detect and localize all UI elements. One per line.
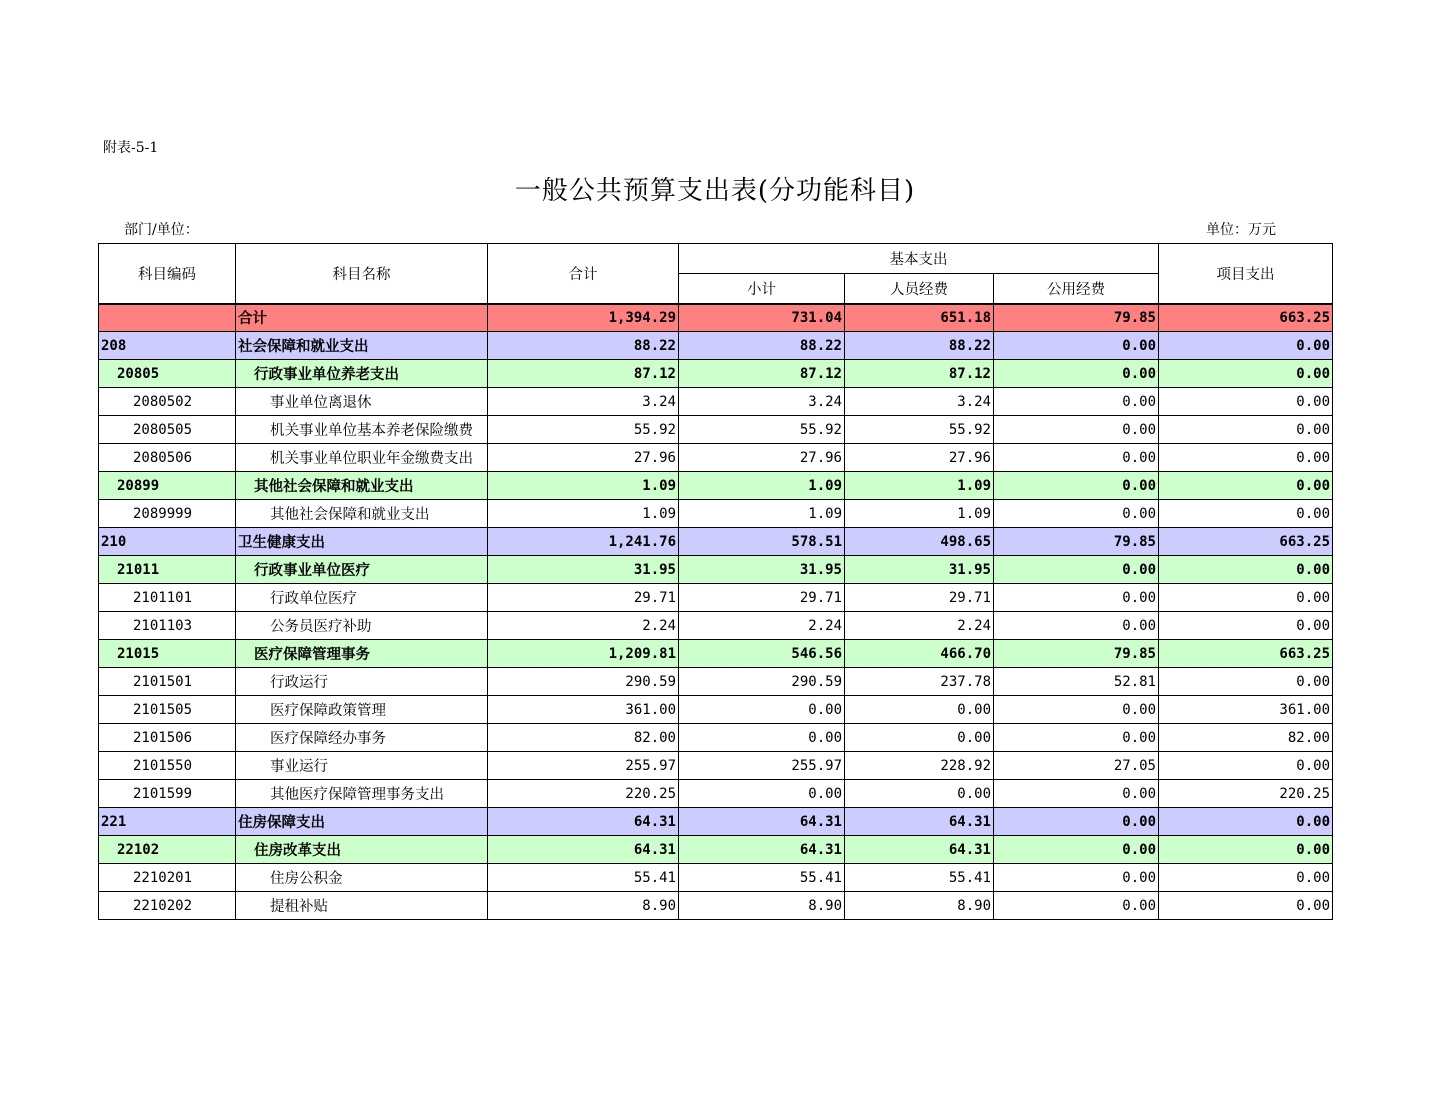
cell-subtotal: 55.92 xyxy=(679,416,845,444)
table-row xyxy=(99,500,1333,528)
cell-subtotal: 55.41 xyxy=(679,864,845,892)
cell-project: 0.00 xyxy=(1159,836,1333,864)
header-basic: 基本支出 xyxy=(679,244,1159,274)
cell-personnel: 87.12 xyxy=(845,360,994,388)
cell-project: 361.00 xyxy=(1159,696,1333,724)
cell-project: 663.25 xyxy=(1159,304,1333,332)
cell-subtotal: 255.97 xyxy=(679,752,845,780)
table-row xyxy=(99,640,1333,668)
cell-public: 0.00 xyxy=(994,892,1159,920)
budget-table xyxy=(98,243,1333,920)
cell-public: 0.00 xyxy=(994,584,1159,612)
table-row xyxy=(99,472,1333,500)
cell-public: 0.00 xyxy=(994,360,1159,388)
cell-subtotal: 731.04 xyxy=(679,304,845,332)
cell-personnel: 31.95 xyxy=(845,556,994,584)
cell-total: 220.25 xyxy=(488,780,679,808)
table-row xyxy=(99,556,1333,584)
cell-code: 2089999 xyxy=(99,500,236,528)
cell-total: 2.24 xyxy=(488,612,679,640)
cell-name: 医疗保障管理事务 xyxy=(236,640,488,668)
cell-project: 663.25 xyxy=(1159,528,1333,556)
cell-personnel: 0.00 xyxy=(845,780,994,808)
cell-total: 27.96 xyxy=(488,444,679,472)
cell-subtotal: 0.00 xyxy=(679,724,845,752)
table-row xyxy=(99,444,1333,472)
cell-public: 0.00 xyxy=(994,500,1159,528)
cell-personnel: 1.09 xyxy=(845,500,994,528)
cell-subtotal: 64.31 xyxy=(679,808,845,836)
header-name: 科目名称 xyxy=(236,244,488,304)
cell-project: 0.00 xyxy=(1159,444,1333,472)
cell-personnel: 8.90 xyxy=(845,892,994,920)
cell-name: 住房保障支出 xyxy=(236,808,488,836)
unit-label: 单位：万元 xyxy=(1206,222,1276,238)
cell-name: 事业运行 xyxy=(236,752,488,780)
cell-project: 0.00 xyxy=(1159,752,1333,780)
cell-subtotal: 0.00 xyxy=(679,780,845,808)
cell-name: 行政单位医疗 xyxy=(236,584,488,612)
cell-public: 0.00 xyxy=(994,864,1159,892)
cell-name: 其他社会保障和就业支出 xyxy=(236,472,488,500)
cell-project: 0.00 xyxy=(1159,472,1333,500)
cell-code: 2080506 xyxy=(99,444,236,472)
cell-code: 20899 xyxy=(99,472,236,500)
cell-total: 64.31 xyxy=(488,808,679,836)
cell-project: 0.00 xyxy=(1159,556,1333,584)
table-row xyxy=(99,612,1333,640)
cell-total: 1.09 xyxy=(488,500,679,528)
cell-code: 210 xyxy=(99,528,236,556)
cell-personnel: 0.00 xyxy=(845,696,994,724)
cell-public: 0.00 xyxy=(994,836,1159,864)
cell-total: 1,209.81 xyxy=(488,640,679,668)
table-row xyxy=(99,836,1333,864)
cell-name: 医疗保障政策管理 xyxy=(236,696,488,724)
cell-name: 行政事业单位养老支出 xyxy=(236,360,488,388)
cell-subtotal: 88.22 xyxy=(679,332,845,360)
cell-personnel: 498.65 xyxy=(845,528,994,556)
attachment-label: 附表-5-1 xyxy=(103,140,159,156)
cell-name: 社会保障和就业支出 xyxy=(236,332,488,360)
cell-project: 220.25 xyxy=(1159,780,1333,808)
cell-project: 0.00 xyxy=(1159,500,1333,528)
table-row xyxy=(99,696,1333,724)
cell-project: 0.00 xyxy=(1159,360,1333,388)
cell-personnel: 2.24 xyxy=(845,612,994,640)
cell-project: 663.25 xyxy=(1159,640,1333,668)
cell-project: 0.00 xyxy=(1159,332,1333,360)
table-row xyxy=(99,780,1333,808)
table-row xyxy=(99,584,1333,612)
cell-name: 其他医疗保障管理事务支出 xyxy=(236,780,488,808)
cell-subtotal: 2.24 xyxy=(679,612,845,640)
cell-name: 合计 xyxy=(236,304,488,332)
cell-name: 其他社会保障和就业支出 xyxy=(236,500,488,528)
cell-total: 361.00 xyxy=(488,696,679,724)
cell-subtotal: 87.12 xyxy=(679,360,845,388)
cell-public: 79.85 xyxy=(994,640,1159,668)
cell-name: 事业单位离退休 xyxy=(236,388,488,416)
cell-total: 87.12 xyxy=(488,360,679,388)
cell-subtotal: 1.09 xyxy=(679,500,845,528)
cell-public: 79.85 xyxy=(994,304,1159,332)
cell-name: 行政事业单位医疗 xyxy=(236,556,488,584)
table-row xyxy=(99,668,1333,696)
cell-code: 2101101 xyxy=(99,584,236,612)
cell-total: 55.41 xyxy=(488,864,679,892)
table-row xyxy=(99,304,1333,332)
cell-total: 82.00 xyxy=(488,724,679,752)
cell-code: 2080505 xyxy=(99,416,236,444)
cell-public: 0.00 xyxy=(994,444,1159,472)
cell-subtotal: 546.56 xyxy=(679,640,845,668)
cell-name: 卫生健康支出 xyxy=(236,528,488,556)
cell-name: 机关事业单位基本养老保险缴费 xyxy=(236,416,488,444)
cell-total: 255.97 xyxy=(488,752,679,780)
cell-public: 0.00 xyxy=(994,696,1159,724)
cell-personnel: 1.09 xyxy=(845,472,994,500)
cell-personnel: 3.24 xyxy=(845,388,994,416)
cell-name: 行政运行 xyxy=(236,668,488,696)
cell-code: 20805 xyxy=(99,360,236,388)
cell-personnel: 88.22 xyxy=(845,332,994,360)
cell-project: 0.00 xyxy=(1159,864,1333,892)
cell-project: 0.00 xyxy=(1159,668,1333,696)
cell-total: 8.90 xyxy=(488,892,679,920)
cell-code: 21011 xyxy=(99,556,236,584)
cell-code: 2101506 xyxy=(99,724,236,752)
cell-personnel: 27.96 xyxy=(845,444,994,472)
cell-personnel: 64.31 xyxy=(845,808,994,836)
header-public: 公用经费 xyxy=(994,274,1159,304)
header-personnel: 人员经费 xyxy=(845,274,994,304)
cell-code: 2101550 xyxy=(99,752,236,780)
cell-total: 290.59 xyxy=(488,668,679,696)
cell-public: 79.85 xyxy=(994,528,1159,556)
cell-code xyxy=(99,304,236,332)
cell-name: 公务员医疗补助 xyxy=(236,612,488,640)
cell-code: 21015 xyxy=(99,640,236,668)
cell-public: 0.00 xyxy=(994,388,1159,416)
table-row xyxy=(99,808,1333,836)
cell-total: 1,241.76 xyxy=(488,528,679,556)
table-row xyxy=(99,752,1333,780)
cell-project: 82.00 xyxy=(1159,724,1333,752)
cell-code: 221 xyxy=(99,808,236,836)
table-row xyxy=(99,360,1333,388)
department-label: 部门/单位： xyxy=(124,222,199,238)
cell-project: 0.00 xyxy=(1159,892,1333,920)
header-total: 合计 xyxy=(488,244,679,304)
cell-public: 0.00 xyxy=(994,472,1159,500)
cell-name: 提租补贴 xyxy=(236,892,488,920)
header-project: 项目支出 xyxy=(1159,244,1333,304)
cell-code: 22102 xyxy=(99,836,236,864)
cell-personnel: 0.00 xyxy=(845,724,994,752)
cell-total: 64.31 xyxy=(488,836,679,864)
cell-code: 2210202 xyxy=(99,892,236,920)
cell-code: 2101599 xyxy=(99,780,236,808)
cell-personnel: 55.92 xyxy=(845,416,994,444)
cell-subtotal: 578.51 xyxy=(679,528,845,556)
cell-public: 0.00 xyxy=(994,416,1159,444)
cell-total: 3.24 xyxy=(488,388,679,416)
cell-code: 2101501 xyxy=(99,668,236,696)
cell-subtotal: 64.31 xyxy=(679,836,845,864)
cell-public: 0.00 xyxy=(994,556,1159,584)
cell-code: 2080502 xyxy=(99,388,236,416)
cell-total: 31.95 xyxy=(488,556,679,584)
table-row xyxy=(99,416,1333,444)
cell-total: 29.71 xyxy=(488,584,679,612)
cell-public: 0.00 xyxy=(994,612,1159,640)
table-row xyxy=(99,724,1333,752)
cell-code: 208 xyxy=(99,332,236,360)
cell-personnel: 237.78 xyxy=(845,668,994,696)
cell-name: 机关事业单位职业年金缴费支出 xyxy=(236,444,488,472)
cell-personnel: 29.71 xyxy=(845,584,994,612)
cell-public: 0.00 xyxy=(994,808,1159,836)
cell-personnel: 64.31 xyxy=(845,836,994,864)
cell-project: 0.00 xyxy=(1159,388,1333,416)
cell-code: 2101505 xyxy=(99,696,236,724)
cell-total: 88.22 xyxy=(488,332,679,360)
cell-project: 0.00 xyxy=(1159,808,1333,836)
header-code: 科目编码 xyxy=(99,244,236,304)
page-title: 一般公共预算支出表(分功能科目) xyxy=(514,176,916,206)
cell-subtotal: 31.95 xyxy=(679,556,845,584)
cell-subtotal: 0.00 xyxy=(679,696,845,724)
table-row xyxy=(99,892,1333,920)
cell-project: 0.00 xyxy=(1159,584,1333,612)
cell-subtotal: 29.71 xyxy=(679,584,845,612)
cell-code: 2101103 xyxy=(99,612,236,640)
table-row xyxy=(99,332,1333,360)
cell-subtotal: 1.09 xyxy=(679,472,845,500)
cell-personnel: 228.92 xyxy=(845,752,994,780)
cell-name: 住房改革支出 xyxy=(236,836,488,864)
cell-personnel: 651.18 xyxy=(845,304,994,332)
cell-public: 0.00 xyxy=(994,332,1159,360)
cell-subtotal: 290.59 xyxy=(679,668,845,696)
header-subtotal: 小计 xyxy=(679,274,845,304)
cell-personnel: 466.70 xyxy=(845,640,994,668)
cell-public: 52.81 xyxy=(994,668,1159,696)
table-body xyxy=(99,304,1333,920)
cell-public: 0.00 xyxy=(994,724,1159,752)
cell-total: 1,394.29 xyxy=(488,304,679,332)
cell-name: 住房公积金 xyxy=(236,864,488,892)
cell-name: 医疗保障经办事务 xyxy=(236,724,488,752)
cell-subtotal: 3.24 xyxy=(679,388,845,416)
cell-personnel: 55.41 xyxy=(845,864,994,892)
cell-subtotal: 8.90 xyxy=(679,892,845,920)
cell-total: 55.92 xyxy=(488,416,679,444)
cell-total: 1.09 xyxy=(488,472,679,500)
cell-subtotal: 27.96 xyxy=(679,444,845,472)
cell-project: 0.00 xyxy=(1159,416,1333,444)
cell-project: 0.00 xyxy=(1159,612,1333,640)
cell-public: 27.05 xyxy=(994,752,1159,780)
table-row xyxy=(99,388,1333,416)
cell-code: 2210201 xyxy=(99,864,236,892)
cell-public: 0.00 xyxy=(994,780,1159,808)
table-row xyxy=(99,864,1333,892)
table-row xyxy=(99,528,1333,556)
